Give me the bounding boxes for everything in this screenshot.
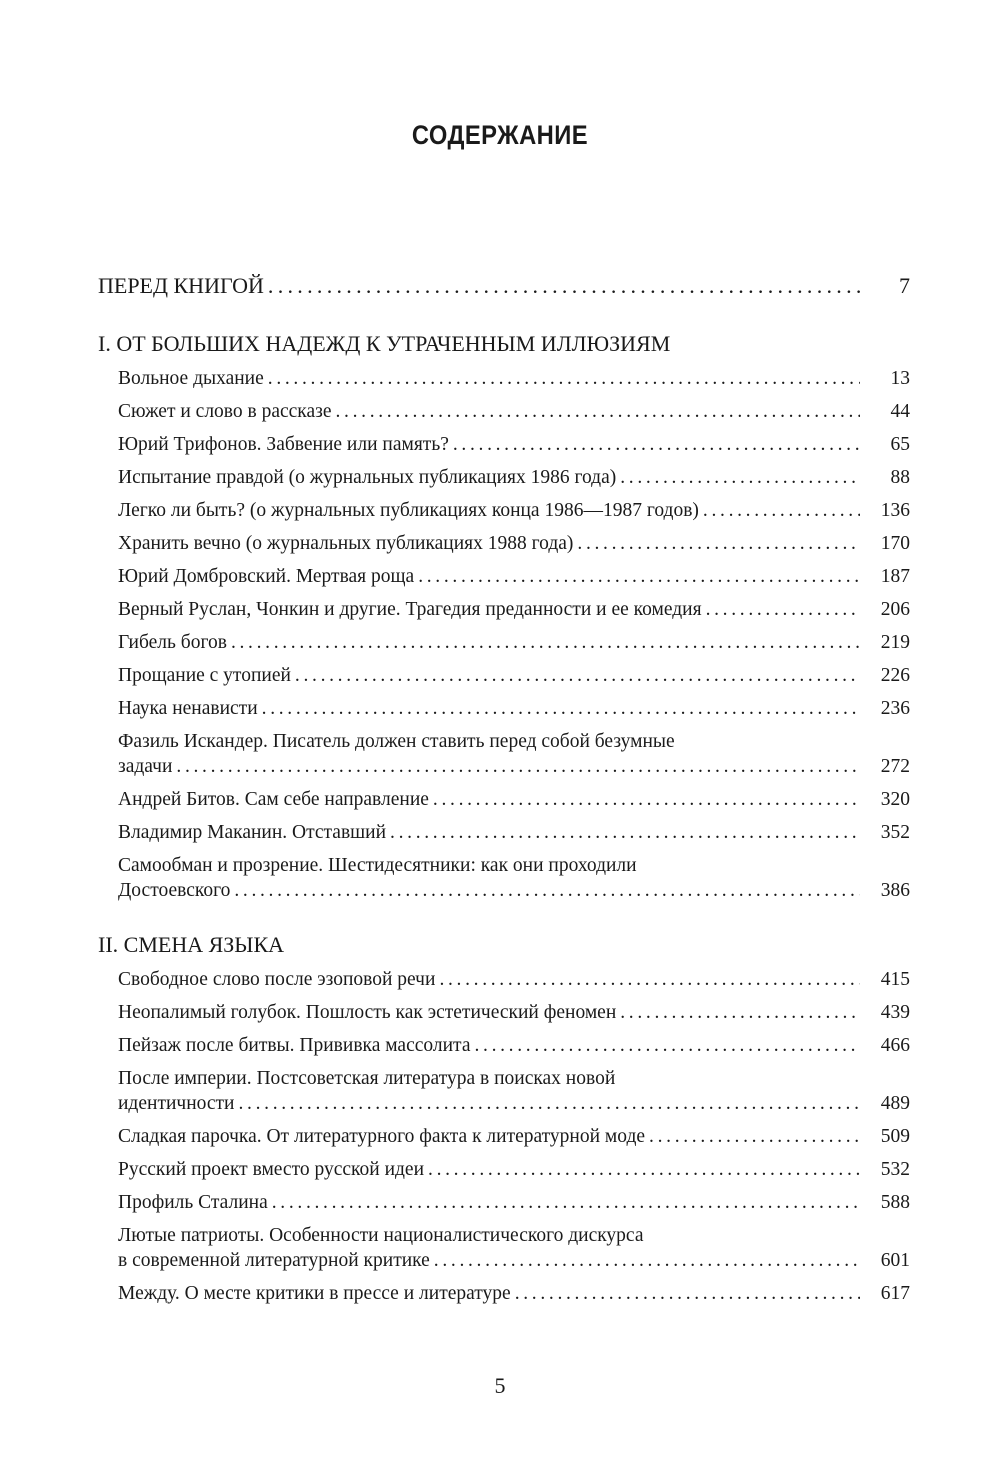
- toc-entry[interactable]: [98, 626, 910, 659]
- entry-title-continuation: Достоевского: [118, 880, 231, 901]
- toc-entry[interactable]: [98, 1223, 910, 1277]
- toc-entry[interactable]: [98, 816, 910, 849]
- dot-leader: [620, 461, 860, 494]
- entry-title: Профиль Сталина: [118, 1192, 268, 1213]
- entry-title-line: [118, 783, 910, 816]
- entry-title-continuation: задачи: [118, 756, 173, 777]
- entry-title-line: [118, 816, 910, 849]
- entry-title-line: [118, 626, 910, 659]
- entry-title: Наука ненависти: [118, 698, 258, 719]
- entry-title: Андрей Битов. Сам себе направление: [118, 789, 429, 810]
- dot-leader: [577, 527, 860, 560]
- entry-title-line: [118, 461, 910, 494]
- page-title: СОДЕРЖАНИЕ: [411, 120, 589, 150]
- entry-title: Легко ли быть? (о журнальных публикациях конца 1986—1987 годов): [118, 500, 699, 521]
- dot-leader: [515, 1277, 860, 1310]
- toc-entry[interactable]: [98, 1120, 910, 1153]
- entry-page: 588: [880, 1192, 910, 1213]
- dot-leader: [231, 626, 860, 659]
- entry-title: Между. О месте критики в прессе и литературе: [118, 1283, 511, 1304]
- entry-title-line: [118, 1186, 910, 1219]
- dot-leader: [390, 816, 860, 849]
- dot-leader: [336, 395, 861, 428]
- entry-title: Хранить вечно (о журнальных публикациях 1988 года): [118, 533, 574, 554]
- entry-page: 7: [899, 273, 910, 298]
- entry-title-continuation: идентичности: [118, 1093, 235, 1114]
- entry-title-line: [118, 853, 910, 878]
- entry-title-line: [118, 1248, 910, 1277]
- entry-title: Фазиль Искандер. Писатель должен ставить перед собой безумные: [118, 731, 675, 752]
- entry-title-line: [118, 1029, 910, 1062]
- entry-title-line: [118, 878, 910, 907]
- entry-page: 219: [880, 632, 910, 653]
- toc-entry[interactable]: [98, 461, 910, 494]
- entry-page: 352: [880, 822, 910, 843]
- entry-title-line: [118, 963, 910, 996]
- entry-title-line: [118, 996, 910, 1029]
- section-heading: II. СМЕНА ЯЗЫКА: [98, 932, 285, 957]
- toc-entry[interactable]: [98, 783, 910, 816]
- entry-page: 601: [880, 1250, 910, 1271]
- entry-page: 13: [890, 368, 910, 389]
- toc-entry[interactable]: [98, 1029, 910, 1062]
- toc-entry[interactable]: [98, 395, 910, 428]
- toc-entry[interactable]: [98, 963, 910, 996]
- entry-page: 617: [880, 1283, 910, 1304]
- dot-leader: [428, 1153, 860, 1186]
- toc-entry[interactable]: [98, 853, 910, 907]
- toc-entry[interactable]: [98, 560, 910, 593]
- entry-title: Лютые патриоты. Особенности националистического дискурса: [118, 1225, 644, 1246]
- entry-page: 415: [880, 969, 910, 990]
- toc-entry[interactable]: [98, 729, 910, 783]
- entry-title-line: [118, 1091, 910, 1120]
- dot-leader: [176, 754, 860, 779]
- entry-title: Сладкая парочка. От литературного факта к литературной моде: [118, 1126, 646, 1147]
- section-heading: I. ОТ БОЛЬШИХ НАДЕЖД К УТРАЧЕННЫМ ИЛЛЮЗИЯМ: [98, 331, 671, 356]
- toc-entry[interactable]: [98, 1153, 910, 1186]
- dot-leader: [434, 1248, 860, 1273]
- dot-leader: [295, 659, 860, 692]
- entry-title-line: [118, 527, 910, 560]
- toc-entry[interactable]: [98, 1277, 910, 1310]
- toc-entry[interactable]: [98, 1066, 910, 1120]
- dot-leader: [706, 593, 860, 626]
- entry-title-line: [118, 428, 910, 461]
- entry-title-line: [118, 729, 910, 754]
- dot-leader: [474, 1029, 860, 1062]
- toc-entry[interactable]: [98, 527, 910, 560]
- entry-page: 386: [880, 880, 910, 901]
- toc-entry[interactable]: [98, 428, 910, 461]
- dot-leader: [262, 692, 860, 725]
- dot-leader: [439, 963, 860, 996]
- entry-page: 136: [880, 500, 910, 521]
- entry-title-line: [118, 754, 910, 783]
- entry-title: Свободное слово после эзоповой речи: [118, 969, 436, 990]
- entry-title-line: [118, 362, 910, 395]
- toc-entry[interactable]: [98, 494, 910, 527]
- entry-title: Испытание правдой (о журнальных публикациях 1986 года): [118, 467, 617, 488]
- entry-page: 532: [880, 1159, 910, 1180]
- entry-title-line: [118, 494, 910, 527]
- entry-page: 187: [880, 566, 910, 587]
- toc-entry[interactable]: [98, 996, 910, 1029]
- table-of-contents: [98, 268, 910, 1310]
- entry-title: Вольное дыхание: [118, 368, 264, 389]
- toc-front-entry[interactable]: [98, 268, 910, 304]
- entry-page: 489: [880, 1093, 910, 1114]
- dot-leader: [620, 996, 860, 1029]
- entry-title: Самообман и прозрение. Шестидесятники: как они проходили: [118, 855, 637, 876]
- entry-title-line: [118, 1223, 910, 1248]
- entry-page: 236: [880, 698, 910, 719]
- entry-title: Верный Руслан, Чонкин и другие. Трагедия преданности и ее комедия: [118, 599, 702, 620]
- toc-entry[interactable]: [98, 362, 910, 395]
- entry-page: 320: [880, 789, 910, 810]
- entry-page: 170: [880, 533, 910, 554]
- entry-title: Сюжет и слово в рассказе: [118, 401, 332, 422]
- dot-leader: [433, 783, 860, 816]
- entry-page: 88: [890, 467, 910, 488]
- dot-leader: [239, 1091, 861, 1116]
- entry-title: Русский проект вместо русской идеи: [118, 1159, 425, 1180]
- toc-entry[interactable]: [98, 1186, 910, 1219]
- entry-title-line: [118, 1153, 910, 1186]
- dot-leader: [234, 878, 860, 903]
- toc-sections: [98, 326, 910, 1310]
- entry-title-line: [118, 560, 910, 593]
- entry-title-line: [118, 593, 910, 626]
- entry-title-line: [118, 659, 910, 692]
- entry-title-line: [118, 395, 910, 428]
- page-number: 5: [494, 1373, 506, 1398]
- entry-title: Пейзаж после битвы. Прививка массолита: [118, 1035, 471, 1056]
- dot-leader: [703, 494, 860, 527]
- entry-title-line: [118, 1277, 910, 1310]
- entry-title-line: [118, 692, 910, 725]
- entry-page: 509: [880, 1126, 910, 1147]
- dot-leader: [453, 428, 860, 461]
- entry-page: 226: [880, 665, 910, 686]
- dot-leader: [649, 1120, 860, 1153]
- entry-title: Юрий Трифонов. Забвение или память?: [118, 434, 449, 455]
- entry-title-line: [118, 1120, 910, 1153]
- entry-title-continuation: в современной литературной критике: [118, 1250, 430, 1271]
- entry-title: Юрий Домбровский. Мертвая роща: [118, 566, 415, 587]
- dot-leader: [418, 560, 860, 593]
- entry-title: Прощание с утопией: [118, 665, 291, 686]
- toc-entry[interactable]: [98, 659, 910, 692]
- entry-page: 44: [890, 401, 910, 422]
- entry-page: 65: [890, 434, 910, 455]
- dot-leader: [268, 362, 860, 395]
- entry-page: 439: [880, 1002, 910, 1023]
- dot-leader: [272, 1186, 860, 1219]
- entry-title: Владимир Маканин. Отставший: [118, 822, 387, 843]
- entry-title: ПЕРЕД КНИГОЙ: [98, 273, 264, 298]
- toc-entry[interactable]: [98, 692, 910, 725]
- entry-page: 466: [880, 1035, 910, 1056]
- toc-entry[interactable]: [98, 593, 910, 626]
- entry-title-line: [118, 1066, 910, 1091]
- entry-page: 272: [880, 756, 910, 777]
- entry-page: 206: [880, 599, 910, 620]
- entry-title: Гибель богов: [118, 632, 227, 653]
- dot-leader: [268, 268, 860, 304]
- entry-title: После империи. Постсоветская литература в поисках новой: [118, 1068, 616, 1089]
- entry-title: Неопалимый голубок. Пошлость как эстетический феномен: [118, 1002, 617, 1023]
